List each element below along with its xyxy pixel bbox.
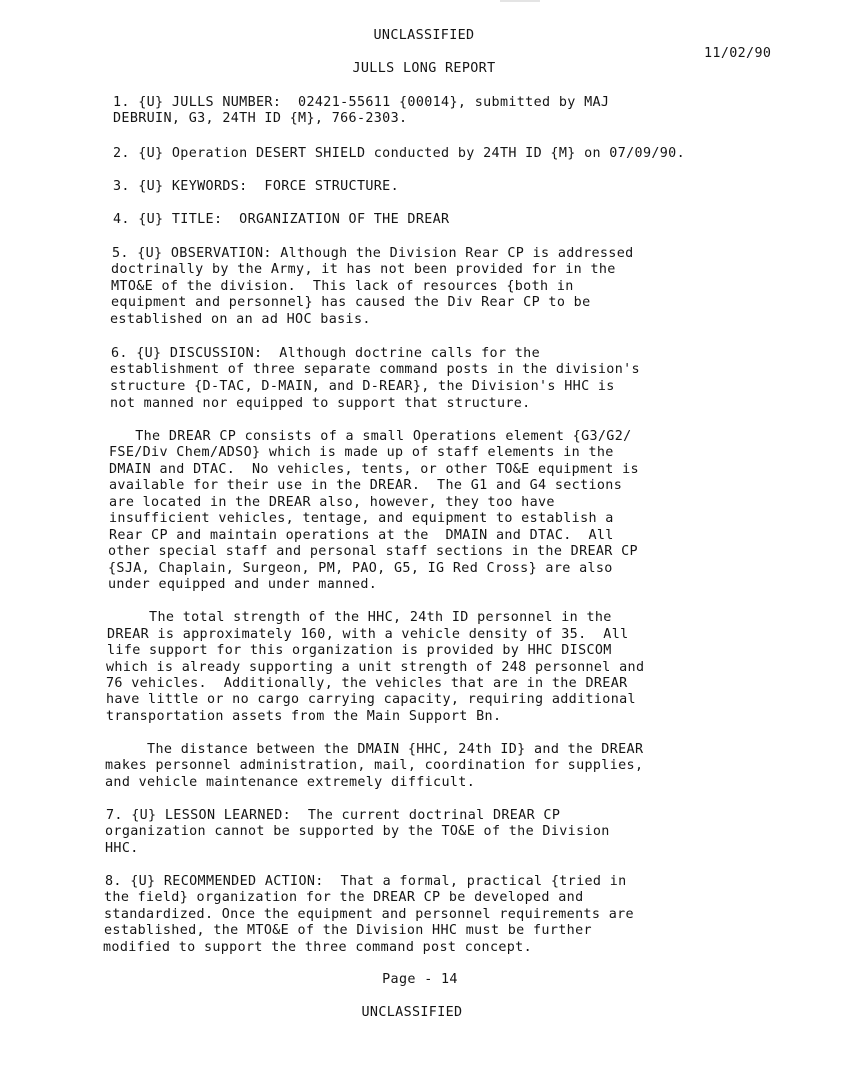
s5-line-2: doctrinally by the Army, it has not been provided for in the	[111, 262, 616, 277]
top-classification: UNCLASSIFIED	[373, 28, 475, 43]
p1-line-9: {SJA, Chaplain, Surgeon, PM, PAO, G5, IG Red Cross} are also	[108, 561, 613, 576]
scan-mark	[500, 0, 540, 2]
s6-line-3: structure {D-TAC, D-MAIN, and D-REAR}, the Division's HHC is	[110, 379, 615, 394]
s6-line-2: establishment of three separate command posts in the division's	[110, 362, 640, 377]
p1-line-4: available for their use in the DREAR. The G1 and G4 sections	[109, 478, 623, 493]
s5-line-3: MTO&E of the division. This lack of resources {both in	[111, 279, 574, 294]
p1-line-7: Rear CP and maintain operations at the DMAIN and DTAC. All	[109, 528, 614, 543]
s5-line-1: 5. {U} OBSERVATION: Although the Division Rear CP is addressed	[112, 246, 634, 261]
s8-line-4: established, the MTO&E of the Division HHC must be further	[104, 923, 592, 938]
p2-line-5: 76 vehicles. Additionally, the vehicles that are in the DREAR	[106, 676, 628, 691]
p1-line-2: FSE/Div Chem/ADSO} which is made up of staff elements in the	[109, 445, 614, 460]
p2-line-3: life support for this organization is provided by HHC DISCOM	[107, 643, 612, 658]
bottom-classification: UNCLASSIFIED	[361, 1005, 463, 1020]
p2-line-1: The total strength of the HHC, 24th ID personnel in the	[107, 610, 612, 625]
p3-line-3: and vehicle maintenance extremely difficult.	[105, 775, 476, 790]
s6-line-4: not manned nor equipped to support that structure.	[110, 396, 531, 411]
p3-line-2: makes personnel administration, mail, coordination for supplies,	[105, 758, 644, 773]
s7-line-3: HHC.	[105, 841, 139, 856]
p1-line-1: The DREAR CP consists of a small Operations element {G3/G2/	[110, 429, 632, 444]
s3-line-1: 3. {U} KEYWORDS: FORCE STRUCTURE.	[113, 179, 400, 194]
s8-line-5: modified to support the three command post concept.	[103, 940, 533, 955]
p2-line-7: transportation assets from the Main Support Bn.	[106, 709, 502, 724]
s2-line-1: 2. {U} Operation DESERT SHIELD conducted by 24TH ID {M} on 07/09/90.	[113, 146, 686, 161]
s8-line-1: 8. {U} RECOMMENDED ACTION: That a formal, practical {tried in	[105, 874, 627, 889]
s5-line-4: equipment and personnel} has caused the Div Rear CP to be	[111, 295, 591, 310]
s7-line-2: organization cannot be supported by the TO&E of the Division	[105, 824, 610, 839]
p1-line-6: insufficient vehicles, tentage, and equipment to establish a	[109, 511, 614, 526]
p2-line-4: which is already supporting a unit strength of 248 personnel and	[106, 660, 645, 675]
p2-line-2: DREAR is approximately 160, with a vehicle density of 35. All	[107, 627, 629, 642]
p1-line-10: under equipped and under manned.	[108, 577, 378, 592]
report-title: JULLS LONG REPORT	[352, 61, 496, 76]
s5-line-5: established on an ad HOC basis.	[110, 312, 371, 327]
p2-line-6: have little or no cargo carrying capacity, requiring additional	[106, 692, 636, 707]
s8-line-2: the field} organization for the DREAR CP be developed and	[104, 890, 584, 905]
s4-line-1: 4. {U} TITLE: ORGANIZATION OF THE DREAR	[113, 212, 450, 227]
p3-line-1: The distance between the DMAIN {HHC, 24th ID} and the DREAR	[105, 742, 644, 757]
s7-line-1: 7. {U} LESSON LEARNED: The current doctrinal DREAR CP	[106, 808, 561, 823]
p1-line-5: are located in the DREAR also, however, they too have	[109, 495, 555, 510]
p1-line-8: other special staff and personal staff sections in the DREAR CP	[108, 544, 638, 559]
s1-line-2: DEBRUIN, G3, 24TH ID {M}, 766-2303.	[113, 111, 408, 126]
report-date: 11/02/90	[704, 46, 772, 61]
s8-line-3: standardized. Once the equipment and personnel requirements are	[104, 907, 634, 922]
p1-line-3: DMAIN and DTAC. No vehicles, tents, or other TO&E equipment is	[109, 462, 639, 477]
s6-line-1: 6. {U} DISCUSSION: Although doctrine calls for the	[111, 346, 541, 361]
s1-line-1: 1. {U} JULLS NUMBER: 02421-55611 {00014}, submitted by MAJ	[113, 95, 610, 110]
page-number: Page - 14	[382, 972, 458, 987]
